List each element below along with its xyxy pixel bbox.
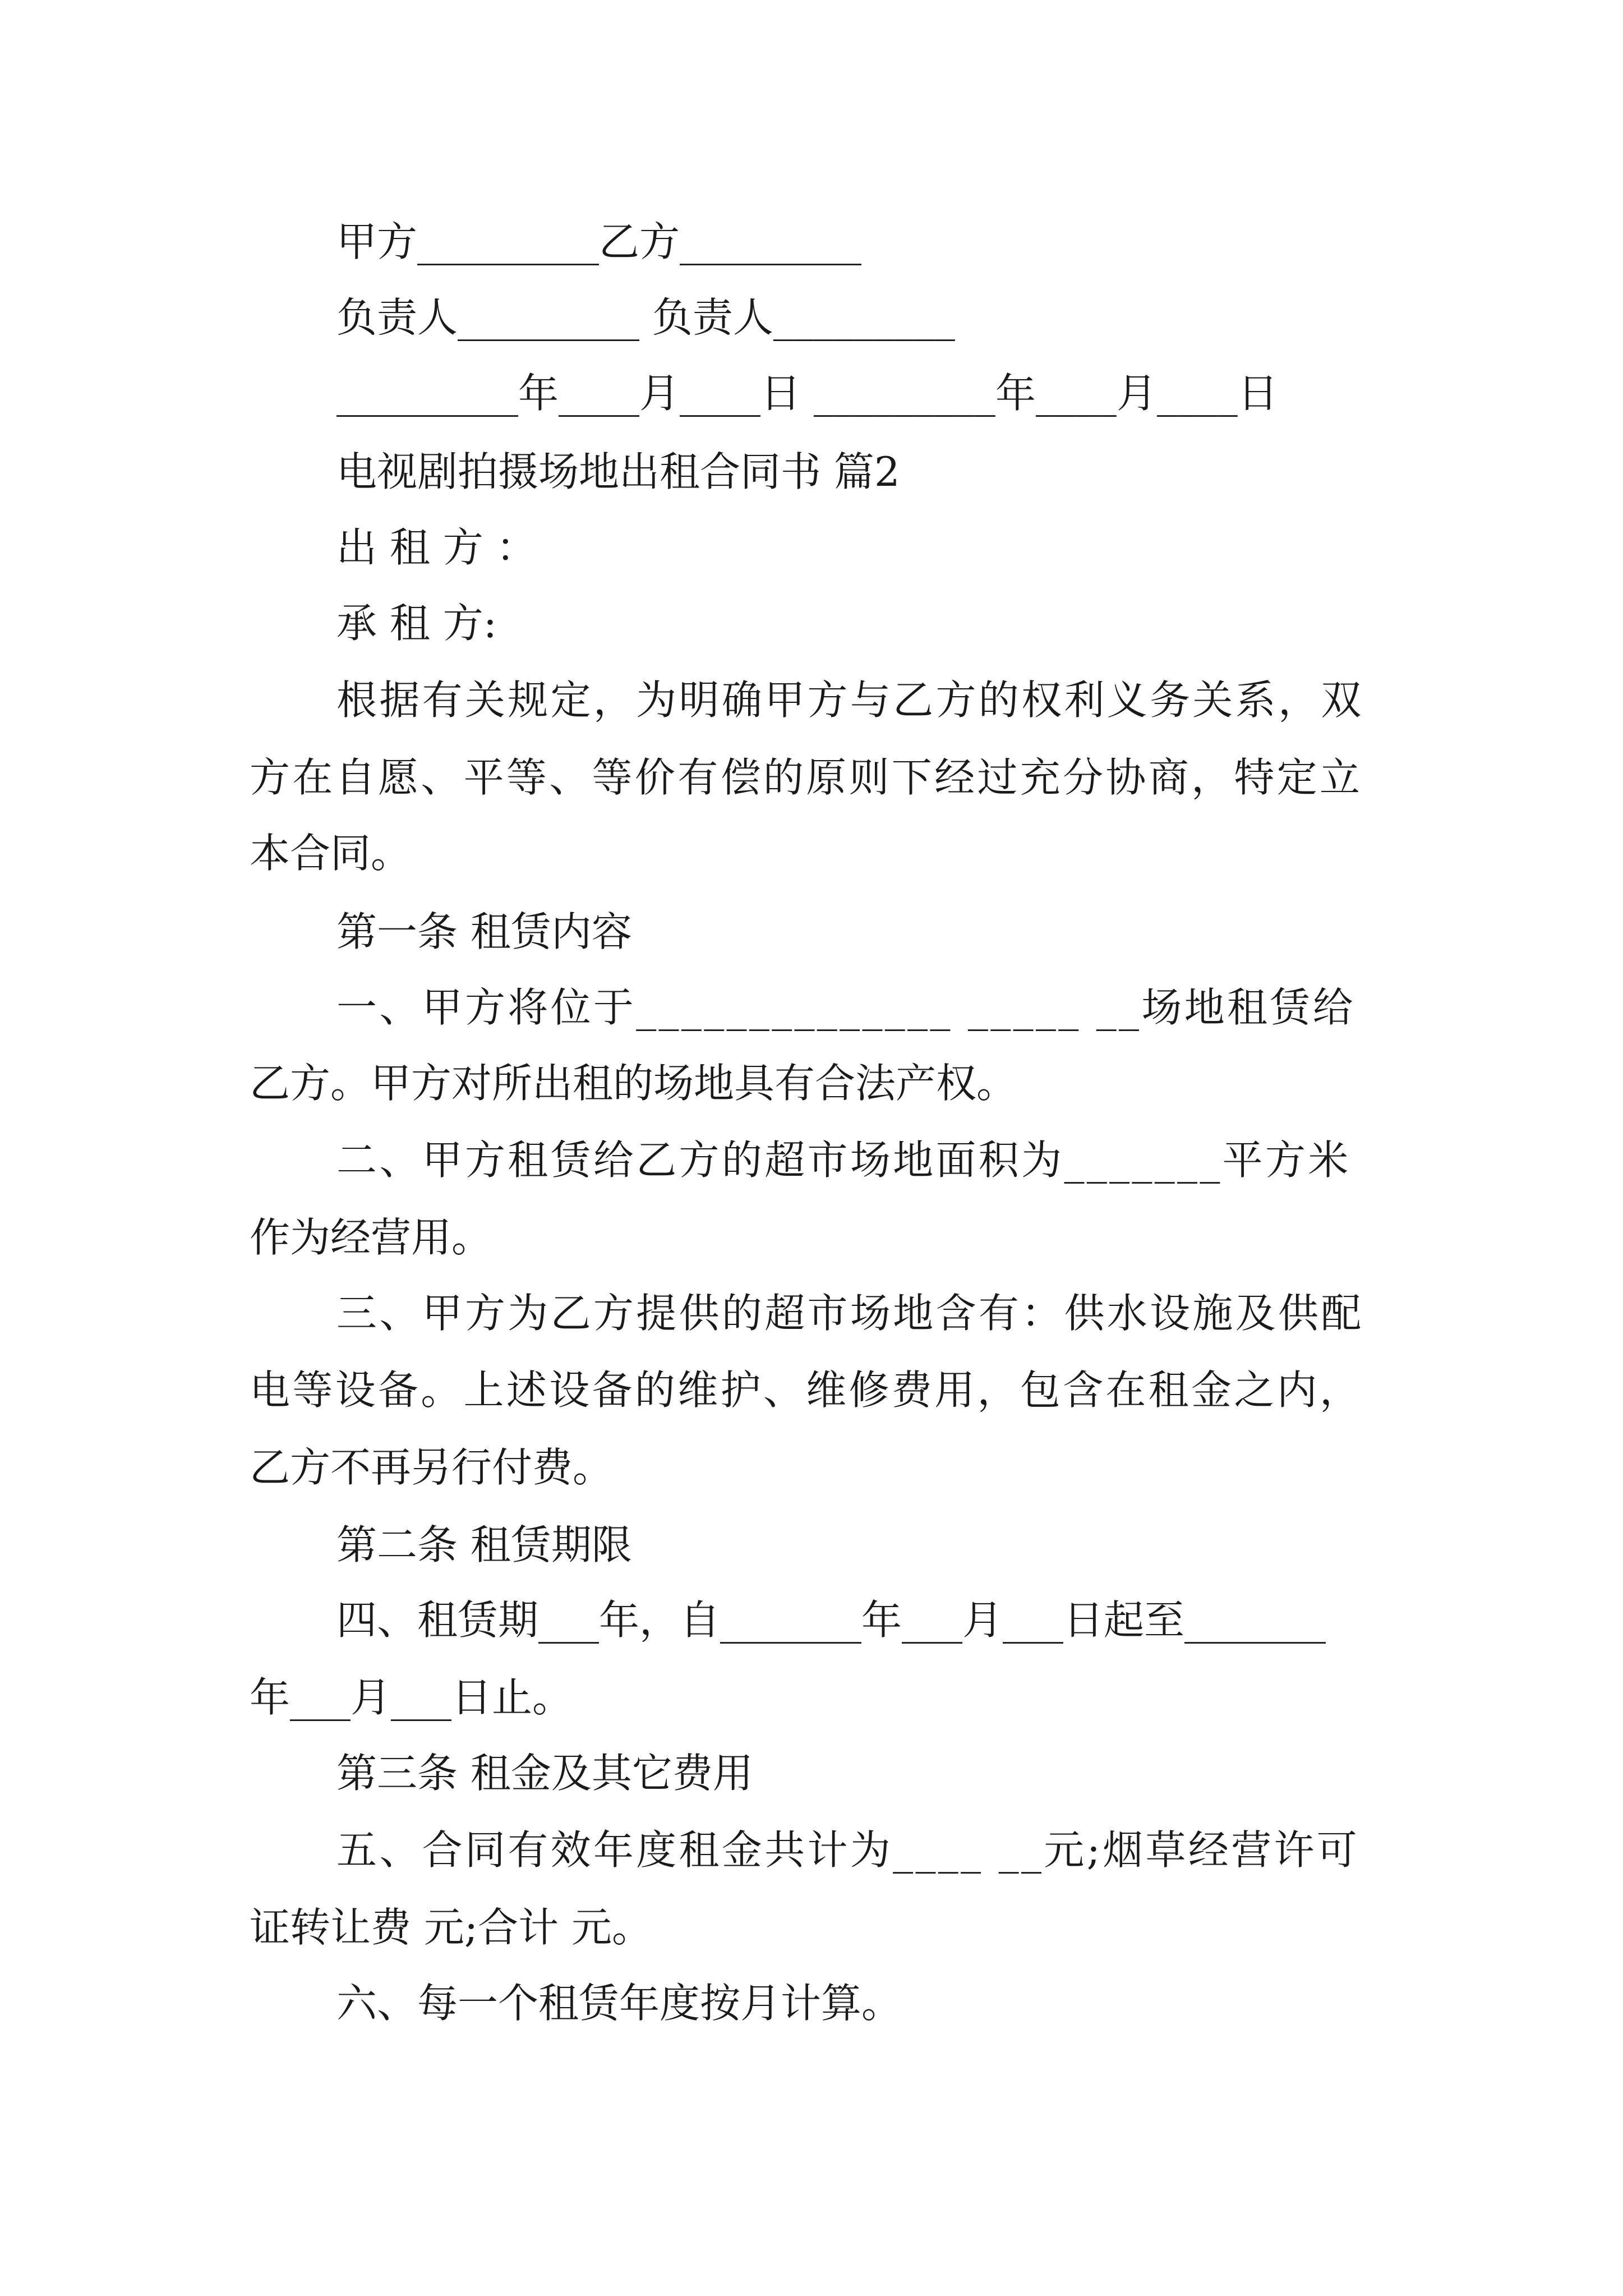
signature-party-line: 甲方_________乙方_________ bbox=[336, 218, 862, 265]
clause-6-line: 六、每一个租赁年度按月计算。 bbox=[336, 1980, 902, 2027]
clause-1-line-2: 乙方。甲方对所出租的场地具有合法产权。 bbox=[250, 1060, 1017, 1107]
preamble-line-1: 根据有关规定，为明确甲方与乙方的权利义务关系，双 bbox=[336, 677, 1364, 724]
clause-2-line-2: 作为经营用。 bbox=[250, 1214, 492, 1261]
clause-3-line-2: 电等设备。上述设备的维护、维修费用，包含在租金之内， bbox=[250, 1366, 1363, 1414]
clause-3-line-1: 三、甲方为乙方提供的超市场地含有：供水设施及供配 bbox=[336, 1290, 1364, 1337]
article-2-title: 第二条 租赁期限 bbox=[336, 1521, 632, 1568]
clause-3-line-3: 乙方不再另行付费。 bbox=[250, 1444, 614, 1491]
signature-responsible-line: 负责人_________ 负责人_________ bbox=[336, 294, 955, 341]
article-1-title: 第一条 租赁内容 bbox=[336, 908, 632, 955]
lessee-label: 承 租 方: bbox=[336, 600, 497, 647]
lessor-label: 出 租 方 ： bbox=[336, 524, 537, 571]
clause-5-line-1: 五、合同有效年度租金共计为____ __元;烟草经营许可 bbox=[336, 1826, 1360, 1874]
clause-5-line-2: 证转让费 元;合计 元。 bbox=[250, 1904, 653, 1951]
article-3-title: 第三条 租金及其它费用 bbox=[336, 1750, 753, 1797]
section-heading: 电视剧拍摄场地出租合同书 篇2 bbox=[336, 448, 900, 495]
clause-4-line-2: 年___月___日止。 bbox=[250, 1674, 573, 1721]
preamble-line-2: 方在自愿、平等、等价有偿的原则下经过充分协商，特定立 bbox=[250, 754, 1363, 801]
clause-4-line-1: 四、租赁期___年，自_______年___月___日起至_______ bbox=[336, 1596, 1326, 1644]
clause-1-line-1: 一、甲方将位于______________ _____ __场地租赁给 bbox=[336, 984, 1355, 1031]
signature-date-line: _________年____月____日 _________年____月____日 bbox=[336, 370, 1278, 417]
clause-2-line-1: 二、甲方租赁给乙方的超市场地面积为_______平方米 bbox=[336, 1137, 1351, 1184]
preamble-line-3: 本合同。 bbox=[250, 830, 412, 877]
